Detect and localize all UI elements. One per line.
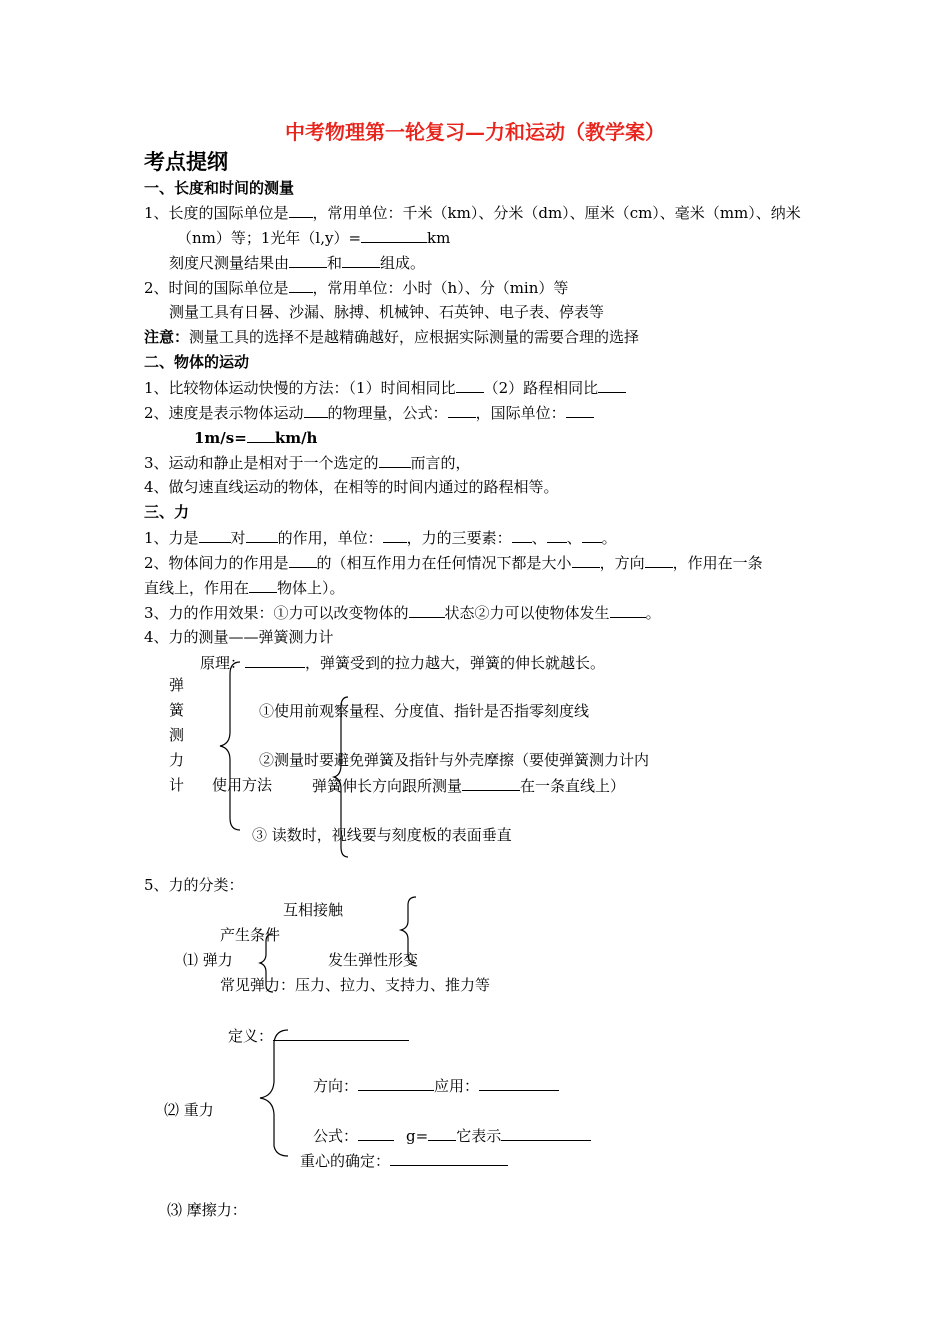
text: 2、时间的国际单位是 — [144, 279, 289, 297]
blank — [358, 1075, 434, 1091]
elastic-condition-1: 互相接触 — [283, 901, 344, 919]
text: 直线上，作用在 — [144, 579, 250, 597]
blank — [448, 402, 476, 418]
blank — [428, 1125, 456, 1141]
text: ，作用在一条 — [672, 554, 763, 572]
text: 的（相互作用力在任何情况下都是大小 — [316, 554, 572, 572]
part1-line1 — [144, 202, 801, 223]
blank — [289, 202, 313, 218]
gravity-direction — [313, 1075, 559, 1096]
text: （2）路程相同比 — [483, 379, 599, 397]
text: （nm）等；1光年（l,y）= — [177, 229, 362, 247]
text: 重心的确定： — [300, 1152, 391, 1170]
text: 和 — [327, 254, 343, 272]
blank — [342, 252, 380, 268]
text: 组成。 — [380, 254, 426, 272]
text: ，力的三要素： — [406, 529, 512, 547]
blank — [456, 377, 484, 393]
text: 状态②力可以使物体发生 — [444, 604, 610, 622]
part2-line3 — [194, 427, 317, 448]
text: ，常用单位：小时（h）、分（min）等 — [312, 279, 569, 297]
sep: 、 — [566, 529, 582, 547]
part1-line2 — [177, 227, 450, 248]
part1-heading: 一、长度和时间的测量 — [144, 179, 295, 197]
part2-line5: 4、做匀速直线运动的物体，在相等的时间内通过的路程相等。 — [144, 478, 559, 496]
blank — [383, 527, 407, 543]
text: ，方向 — [599, 554, 645, 572]
elastic-condition-label: 产生条件 — [220, 926, 281, 944]
spring-principle — [200, 652, 605, 673]
blank — [358, 1125, 394, 1141]
text: 2、物体间力的作用是 — [144, 554, 289, 572]
spring-char: 弹 — [169, 676, 185, 694]
text: ，国际单位： — [475, 404, 566, 422]
gravity-formula — [313, 1125, 591, 1146]
text: 原理： — [200, 654, 246, 672]
text: 定义： — [228, 1027, 274, 1045]
text: ，弹簧受到的拉力越大，弹簧的伸长就越长。 — [305, 654, 606, 672]
part2-line4 — [144, 452, 471, 473]
blank — [572, 552, 600, 568]
elastic-label: ⑴ 弹力 — [183, 951, 233, 969]
page-title: 中考物理第一轮复习—力和运动（教学案） — [285, 120, 665, 144]
part3-line4 — [144, 602, 661, 623]
blank — [598, 377, 626, 393]
text: 1、长度的国际单位是 — [144, 204, 289, 222]
usage-label: 使用方法 — [212, 776, 273, 794]
blank — [245, 652, 305, 668]
elastic-common: 常见弹力：压力、拉力、支持力、推力等 — [220, 976, 491, 994]
text: 对 — [230, 529, 246, 547]
part2-line1 — [144, 377, 626, 398]
usage-step-3: ③ 读数时，视线要与刻度板的表面垂直 — [252, 826, 512, 844]
text: 1m/s= — [194, 429, 247, 447]
part3-heading: 三、力 — [144, 503, 190, 521]
part3-line3 — [144, 577, 345, 598]
blank — [566, 402, 594, 418]
part3-line5: 4、力的测量——弹簧测力计 — [144, 628, 334, 646]
text: 。 — [645, 604, 661, 622]
spring-char: 簧 — [169, 701, 185, 719]
blank — [645, 552, 673, 568]
text: 刻度尺测量结果由 — [169, 254, 290, 272]
sep: 、 — [531, 529, 547, 547]
text: 应用： — [434, 1077, 480, 1095]
blank — [273, 1025, 409, 1041]
elastic-condition-2: 发生弹性形变 — [328, 951, 419, 969]
blank — [361, 227, 427, 243]
gravity-label: ⑵ 重力 — [164, 1101, 214, 1119]
text: km/h — [274, 429, 318, 447]
text: 弹簧伸长方向跟所测量 — [312, 777, 463, 795]
blank — [409, 602, 445, 618]
part3-line6: 5、力的分类： — [144, 876, 244, 894]
text: 1、比较物体运动快慢的方法：（1）时间相同比 — [144, 379, 456, 397]
part3-line2 — [144, 552, 763, 573]
text: 在一条直线上） — [520, 777, 626, 795]
part1-note — [144, 327, 639, 347]
gravity-brace — [256, 1028, 292, 1160]
text: 公式： — [313, 1127, 359, 1145]
blank — [610, 602, 646, 618]
part1-line3 — [169, 252, 425, 273]
text: 它表示 — [456, 1127, 502, 1145]
blank — [246, 527, 278, 543]
part2-heading: 二、物体的运动 — [144, 353, 250, 371]
text: km — [427, 229, 451, 247]
blank — [501, 1125, 591, 1141]
spring-char: 测 — [169, 726, 185, 744]
blank — [199, 527, 231, 543]
blank — [249, 577, 277, 593]
spring-char: 计 — [169, 776, 185, 794]
usage-step-2-cont — [312, 775, 625, 796]
text: ，常用单位：千米（km）、分米（dm）、厘米（cm）、毫米（mm）、纳米 — [312, 204, 801, 222]
text: 2、速度是表示物体运动 — [144, 404, 304, 422]
blank — [582, 527, 602, 543]
blank — [379, 452, 411, 468]
blank — [462, 775, 520, 791]
note-text: 测量工具的选择不是越精确越好，应根据实际测量的需要合理的选择 — [189, 328, 640, 346]
text: 3、运动和静止是相对于一个选定的 — [144, 454, 379, 472]
blank — [547, 527, 567, 543]
part1-line4 — [144, 277, 568, 298]
blank — [390, 1150, 508, 1166]
section-heading: 考点提纲 — [144, 150, 228, 174]
blank — [512, 527, 532, 543]
gravity-center — [300, 1150, 508, 1171]
spring-char: 力 — [169, 751, 185, 769]
usage-step-2: ②测量时要避免弹簧及指针与外壳摩擦（要使弹簧测力计内 — [259, 751, 650, 769]
blank — [289, 277, 313, 293]
part2-line2 — [144, 402, 594, 423]
text: 1、力是 — [144, 529, 199, 547]
text: 的物理量，公式： — [327, 404, 448, 422]
text: 物体上）。 — [277, 579, 345, 597]
blank — [289, 552, 317, 568]
text: 而言的， — [410, 454, 471, 472]
end: 。 — [601, 529, 617, 547]
spring-brace — [214, 660, 244, 835]
usage-step-1: ①使用前观察量程、分度值、指针是否指零刻度线 — [259, 702, 590, 720]
blank — [479, 1075, 559, 1091]
blank — [247, 427, 275, 443]
text: 3、力的作用效果：①力可以改变物体的 — [144, 604, 409, 622]
text: g= — [406, 1127, 429, 1145]
part1-line5: 测量工具有日晷、沙漏、脉搏、机械钟、石英钟、电子表、停表等 — [169, 303, 605, 321]
text: 的作用，单位： — [277, 529, 383, 547]
blank — [289, 252, 327, 268]
part3-line1 — [144, 527, 617, 548]
text: 方向： — [313, 1077, 359, 1095]
blank — [304, 402, 328, 418]
note-label: 注意： — [144, 328, 190, 346]
friction-label: ⑶ 摩擦力： — [167, 1201, 247, 1219]
